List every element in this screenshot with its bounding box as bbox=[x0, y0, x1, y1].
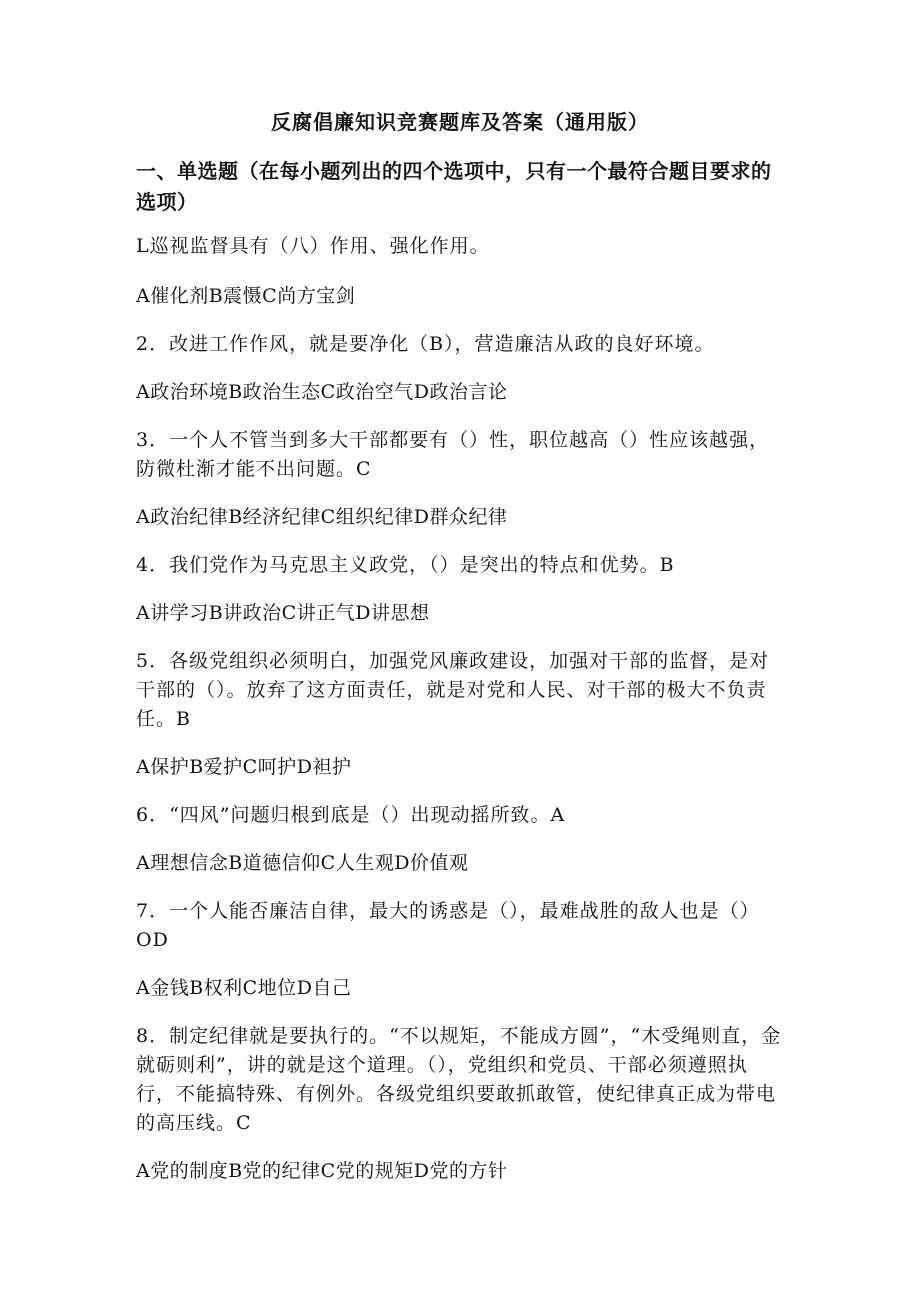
question-3: 3．一个人不管当到多大干部都要有（）性，职位越高（）性应该越强，防微杜渐才能不出问题。C bbox=[136, 429, 770, 480]
options-7: A金钱B权利C地位D自己 bbox=[136, 977, 352, 999]
question-5: 5．各级党组织必须明白，加强党风廉政建设，加强对干部的监督，是对干部的（）。放弃了这方面责任，就是对党和人民、对干部的极大不负责任。B bbox=[136, 650, 770, 730]
question-2: 2．改进工作作风，就是要净化（B），营造廉洁从政的良好环境。 bbox=[136, 333, 715, 355]
options-5: A保护B爱护C呵护D袒护 bbox=[136, 756, 352, 778]
question-4: 4．我们党作为马克思主义政党，（）是突出的特点和优势。B bbox=[136, 554, 675, 576]
options-1: A催化剂B震慑C尚方宝剑 bbox=[136, 285, 356, 307]
options-2: A政治环境B政治生态C政治空气D政治言论 bbox=[136, 381, 508, 403]
question-1: L巡视监督具有（八）作用、强化作用。 bbox=[136, 235, 490, 257]
options-4: A讲学习B讲政治C讲正气D讲思想 bbox=[136, 602, 430, 624]
question-6: 6．“四风”问题归根到底是（）出现动摇所致。A bbox=[136, 804, 566, 826]
question-8: 8．制定纪律就是要执行的。“不以规矩，不能成方圆”，“木受绳则直，金就砺则利”，讲的就是这个道理。（），党组织和党员、干部必须遵照执行，不能搞特殊、有例外。各级党组织要敢抓敢管，使纪律真正成为带电的高压线。C bbox=[136, 1025, 782, 1134]
question-7: 7．一个人能否廉洁自律，最大的诱惑是（），最难战胜的敌人也是（）OD bbox=[136, 900, 760, 951]
document-title: 反腐倡廉知识竞赛题库及答案（通用版） bbox=[271, 110, 649, 134]
options-6: A理想信念B道德信仰C人生观D价值观 bbox=[136, 852, 469, 874]
options-8: A党的制度B党的纪律C党的规矩D党的方针 bbox=[136, 1160, 508, 1182]
section-heading: 一、单选题（在每小题列出的四个选项中，只有一个最符合题目要求的选项） bbox=[136, 159, 772, 214]
options-3: A政治纪律B经济纪律C组织纪律D群众纪律 bbox=[136, 506, 508, 528]
